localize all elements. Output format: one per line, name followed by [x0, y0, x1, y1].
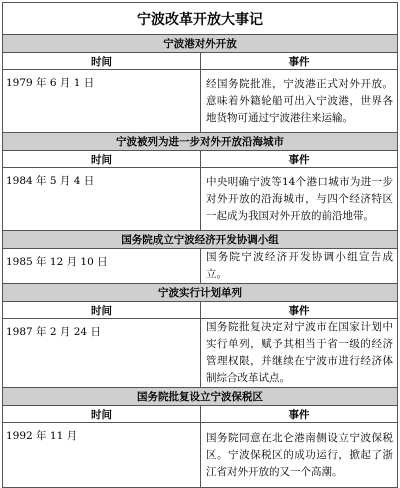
event-description: 国务院批复决定对宁波市在国家计划中实行单列，赋予其相当于省一级的经济管理权限，并继续在宁波市进行经济体制综合改革试点。 — [201, 319, 398, 388]
event-time: 1987 年 2 月 24 日 — [3, 319, 201, 388]
time-column-header: 时间 — [3, 302, 201, 319]
table-row — [3, 168, 398, 231]
section-heading: 国务院成立宁波经济开发协调小组 — [3, 231, 398, 249]
event-column-header: 事件 — [201, 151, 398, 168]
event-description: 国务院同意在北仑港南侧设立宁波保税区。宁波保税区的成功运行，掀起了浙江省对外开放的又一个高潮。 — [201, 423, 398, 488]
section-heading-row — [3, 284, 398, 302]
table-row — [3, 423, 398, 488]
table-title: 宁波改革开放大事记 — [3, 3, 398, 35]
section-heading-row — [3, 231, 398, 249]
time-column-header: 时间 — [3, 151, 201, 168]
section-heading: 宁波被列为进一步对外开放沿海城市 — [3, 133, 398, 151]
time-column-header: 时间 — [3, 53, 201, 70]
event-description: 中央明确宁波等14个港口城市为进一步对外开放的沿海城市，与四个经济特区一起成为我国对外开放的前沿地带。 — [201, 168, 398, 231]
events-table — [2, 2, 398, 488]
section-heading-row — [3, 388, 398, 406]
section-heading: 宁波实行计划单列 — [3, 284, 398, 302]
event-time: 1979 年 6 月 1 日 — [3, 70, 201, 133]
column-header-row — [3, 151, 398, 168]
table-row — [3, 319, 398, 388]
event-description: 经国务院批准，宁波港正式对外开放。意味着外籍轮船可出入宁波港，世界各地货物可通过宁波港往来运输。 — [201, 70, 398, 133]
event-time: 1992 年 11 月 — [3, 423, 201, 488]
event-description: 国务院宁波经济开发协调小组宣告成立。 — [201, 249, 398, 284]
events-table-container — [2, 2, 397, 488]
table-row — [3, 249, 398, 284]
event-column-header: 事件 — [201, 406, 398, 423]
event-time: 1984 年 5 月 4 日 — [3, 168, 201, 231]
section-heading-row — [3, 35, 398, 53]
time-column-header: 时间 — [3, 406, 201, 423]
section-heading: 国务院批复设立宁波保税区 — [3, 388, 398, 406]
event-time: 1985 年 12 月 10 日 — [3, 249, 201, 284]
title-row — [3, 3, 398, 35]
column-header-row — [3, 302, 398, 319]
event-column-header: 事件 — [201, 53, 398, 70]
section-heading-row — [3, 133, 398, 151]
column-header-row — [3, 53, 398, 70]
section-heading: 宁波港对外开放 — [3, 35, 398, 53]
table-row — [3, 70, 398, 133]
column-header-row — [3, 406, 398, 423]
event-column-header: 事件 — [201, 302, 398, 319]
